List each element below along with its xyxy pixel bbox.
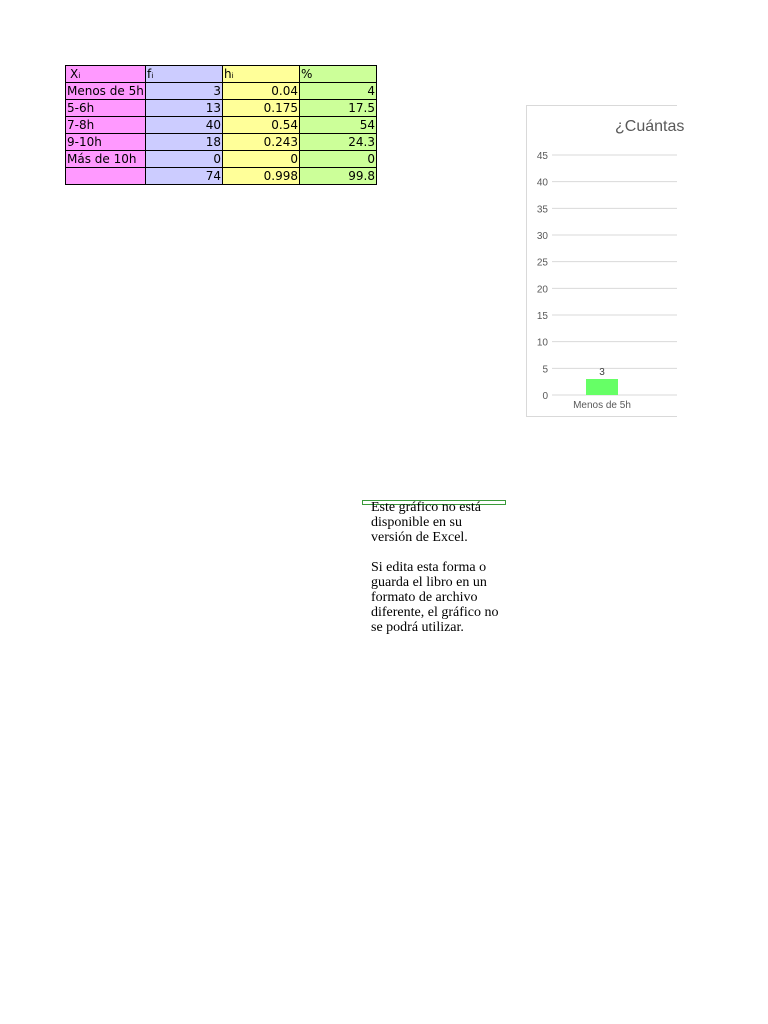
y-tick-label: 20 (536, 284, 548, 296)
chart-title: ¿Cuántas (615, 118, 685, 135)
cell-category[interactable]: Menos de 5h (67, 84, 144, 98)
cell-fi[interactable]: 3 (146, 83, 223, 100)
note-paragraph-1: Este gráfico no está disponible en su versión de Excel. (371, 500, 482, 545)
table-row (66, 134, 377, 151)
y-tick-label: 30 (536, 231, 548, 242)
cell-fi[interactable]: 18 (146, 134, 223, 151)
header-percent[interactable]: % (300, 66, 377, 83)
cell-hi[interactable]: 0.54 (223, 117, 300, 134)
bar-chart[interactable] (526, 105, 685, 417)
y-tick-label: 35 (536, 204, 548, 216)
cell-total-hi[interactable]: 0.998 (223, 168, 300, 185)
cell-total-fi[interactable]: 74 (146, 168, 223, 185)
table-total-row (66, 168, 377, 185)
cell-hi[interactable]: 0.175 (223, 100, 300, 117)
y-tick-label: 5 (542, 364, 548, 376)
y-tick-label: 0 (542, 391, 548, 402)
cell-percent[interactable]: 24.3 (300, 134, 377, 151)
cell-hi[interactable]: 0.243 (223, 134, 300, 151)
y-tick-label: 25 (536, 257, 548, 269)
y-tick-label: 45 (536, 151, 548, 162)
table-row (66, 117, 377, 134)
x-tick-label: Menos de 5h (573, 400, 631, 411)
cell-total-percent[interactable]: 99.8 (300, 168, 377, 185)
table-row (66, 151, 377, 168)
note-paragraph-2: Si edita esta forma o guarda el libro en un formato de archivo diferente, el gráfico no se podrá utilizar. (371, 560, 499, 635)
frequency-table (65, 65, 377, 185)
cell-category[interactable]: Más de 10h (66, 151, 146, 168)
bar (586, 379, 618, 395)
y-tick-label: 40 (536, 177, 548, 189)
table-row (66, 83, 377, 100)
cell-percent[interactable]: 4 (300, 83, 377, 100)
y-tick-label: 15 (536, 311, 548, 322)
data-label: 3 (599, 367, 605, 378)
header-hi[interactable]: hᵢ (223, 66, 300, 83)
chart-plot-area (527, 106, 677, 416)
cell-fi[interactable]: 13 (146, 100, 223, 117)
cell-percent[interactable]: 17.5 (300, 100, 377, 117)
table-row (66, 100, 377, 117)
cell-percent[interactable]: 0 (300, 151, 377, 168)
header-fi[interactable]: fᵢ (146, 66, 223, 83)
chart-unavailable-note (371, 500, 501, 635)
header-xi[interactable]: Xᵢ (66, 66, 146, 83)
cell-category[interactable]: 5-6h (66, 100, 146, 117)
cell-fi[interactable]: 40 (146, 117, 223, 134)
cell-total-label[interactable] (66, 168, 146, 185)
cell-hi[interactable]: 0.04 (223, 83, 300, 100)
table-header-row (66, 66, 377, 83)
cell-hi[interactable]: 0 (223, 151, 300, 168)
cell-category[interactable]: 9-10h (66, 134, 146, 151)
cell-percent[interactable]: 54 (300, 117, 377, 134)
y-tick-label: 10 (536, 337, 548, 349)
cell-fi[interactable]: 0 (146, 151, 223, 168)
cell-category[interactable]: 7-8h (66, 117, 146, 134)
